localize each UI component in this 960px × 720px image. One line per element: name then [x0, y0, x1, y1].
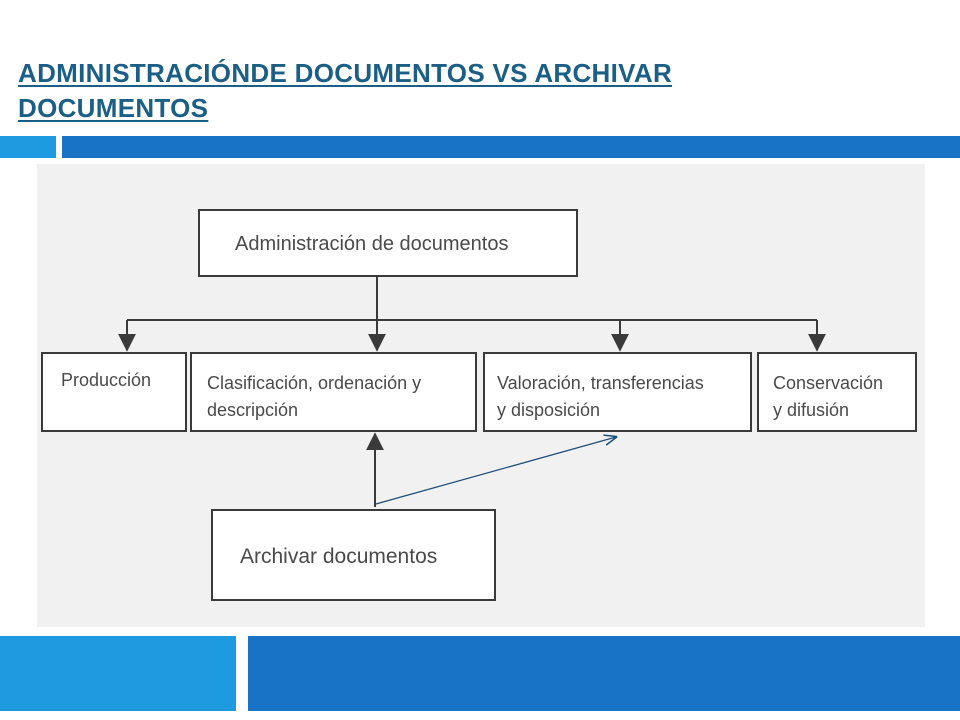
node-administracion [198, 209, 578, 277]
slide-title-line1: ADMINISTRACIÓNDE DOCUMENTOS VS ARCHIVAR [18, 58, 673, 88]
node-conservacion [757, 352, 917, 432]
node-valoracion-line2: y disposición [497, 400, 601, 420]
node-clasificacion-line2: descripción [207, 400, 299, 420]
node-clasificacion [190, 352, 477, 432]
bottom-accent-bar-left [0, 636, 236, 711]
node-archivar [211, 509, 496, 601]
node-administracion-label: Administración de documentos [235, 233, 509, 255]
node-archivar-label: Archivar documentos [240, 545, 438, 568]
node-conservacion-line1: Conservación [773, 373, 884, 393]
arrow-archivar-to-valoracion [376, 437, 616, 504]
node-valoracion [483, 352, 752, 432]
node-produccion [41, 352, 187, 432]
node-conservacion-line2: y difusión [773, 400, 850, 420]
node-valoracion-line1: Valoración, transferencias [497, 373, 704, 393]
node-clasificacion-line1: Clasificación, ordenación y [207, 373, 422, 393]
slide-title-line2: DOCUMENTOS [18, 93, 209, 123]
node-produccion-label: Producción [61, 370, 152, 390]
bottom-accent-bar-right [248, 636, 960, 711]
